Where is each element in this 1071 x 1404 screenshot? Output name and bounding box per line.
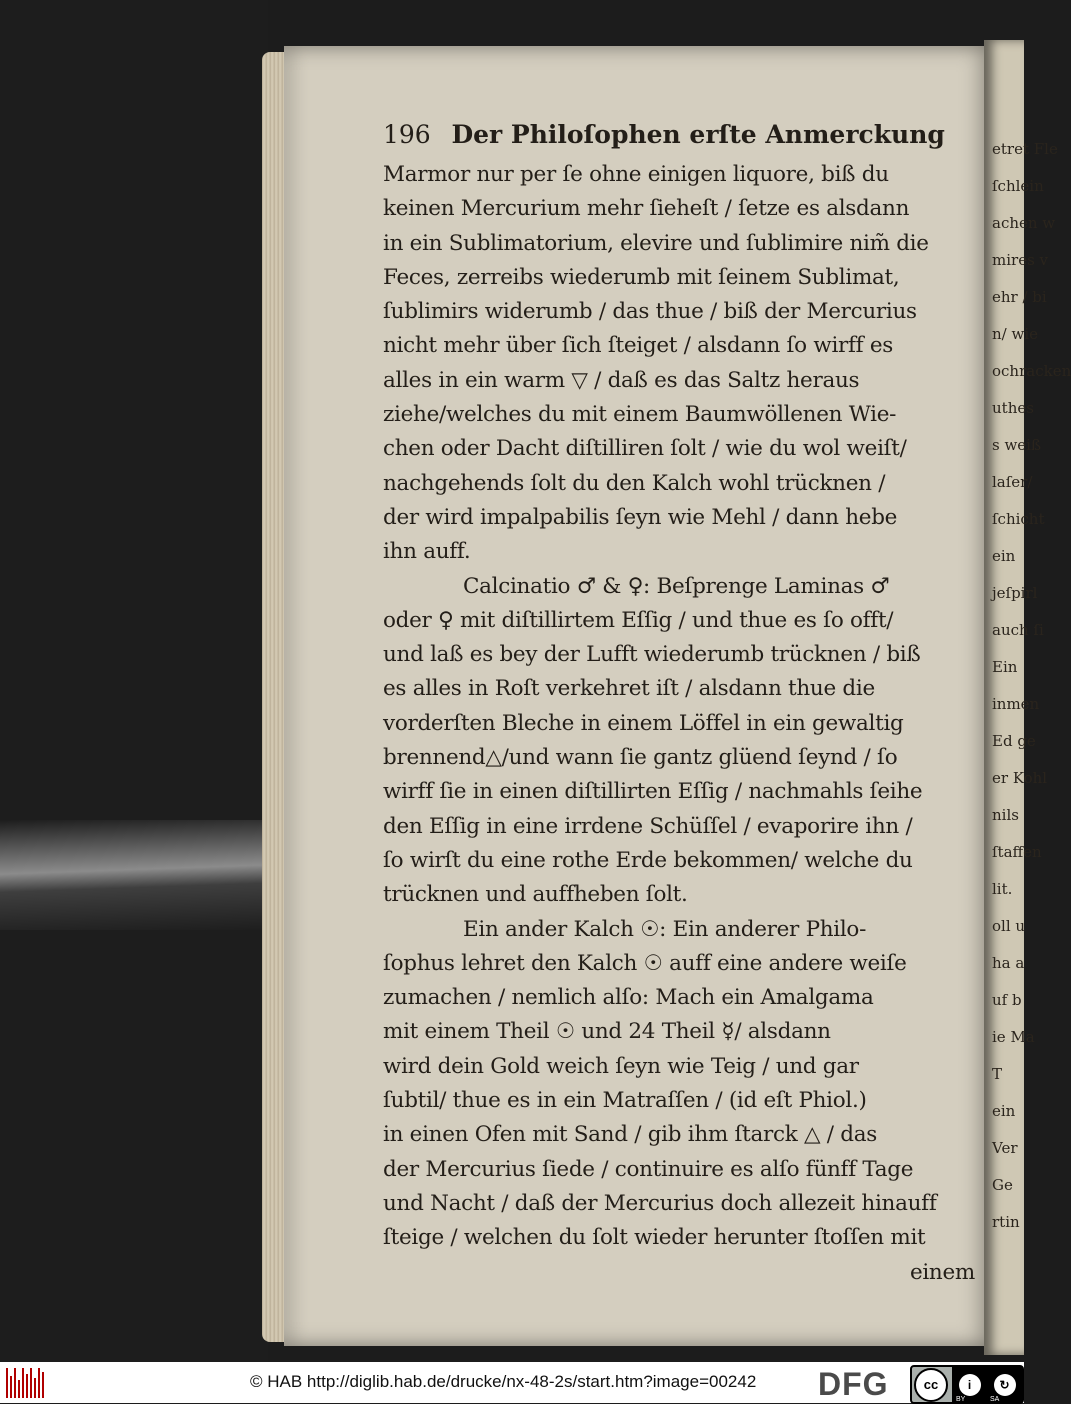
- facing-page-fragment: ſchicht: [992, 510, 1045, 528]
- text-line: chen oder Dacht diſtilliren ſolt / wie du wol weiſt/: [383, 436, 907, 462]
- text-line: ſo wirſt du eine rothe Erde bekommen/ welche du: [383, 847, 913, 873]
- cc-icon: cc: [914, 1368, 948, 1402]
- text-line: ziehe/welches du mit einem Baumwöllenen Wie-: [383, 402, 897, 428]
- share-alike-icon: ↻: [994, 1374, 1016, 1396]
- hab-logo-icon: [6, 1368, 46, 1398]
- text-body: [383, 158, 983, 1256]
- facing-page-fragment: lit.: [992, 880, 1013, 898]
- facing-page-fragment: Ge: [992, 1176, 1013, 1194]
- text-line: Feces, zerreibs wiederumb mit ſeinem Sublimat,: [383, 264, 900, 290]
- text-line: wird dein Gold weich ſeyn wie Teig / und gar: [383, 1053, 859, 1079]
- page-text: [383, 112, 983, 1290]
- text-line: ſublimirs widerumb / das thue / biß der Mercurius: [383, 299, 917, 325]
- glass-reflection: [0, 820, 300, 930]
- facing-page-fragment: Ed ge: [992, 732, 1036, 750]
- facing-page-fragment: s weiß: [992, 436, 1041, 454]
- text-line: und Nacht / daß der Mercurius doch allezeit hinauff: [383, 1190, 937, 1216]
- facing-page-fragment: oll u: [992, 917, 1026, 935]
- catchword: einem: [909, 1259, 975, 1285]
- facing-page-fragment: ein: [992, 1102, 1016, 1120]
- facing-page-fragment: inmen: [992, 695, 1040, 713]
- running-head: [383, 112, 983, 158]
- text-line: keinen Mercurium mehr ſieheſt / ſetze es alsdann: [383, 196, 910, 222]
- text-line: es alles in Roſt verkehret iſt / alsdann thue die: [383, 676, 875, 702]
- text-line: und laß es bey der Lufft wiederumb trücknen / biß: [383, 642, 921, 668]
- dfg-logo: DFG: [818, 1366, 889, 1402]
- text-line: ihn auff.: [383, 539, 471, 565]
- dark-background: [0, 0, 268, 1362]
- facing-page: [984, 40, 1071, 1355]
- text-line: in ein Sublimatorium, elevire und ſublimire nim̃ die: [383, 230, 929, 256]
- text-line: Ein ander Kalch ☉: Ein anderer Philo-: [463, 916, 867, 942]
- text-line: ſubtil/ thue es in ein Matraſſen / (id eſt Phiol.): [383, 1088, 867, 1114]
- facing-page-fragment: T: [992, 1065, 1003, 1083]
- facing-page-fragment: Ein: [992, 658, 1018, 676]
- facing-page-fragment: uf b: [992, 991, 1022, 1009]
- facing-page-fragment: uthes: [992, 399, 1034, 417]
- text-line: in einen Ofen mit Sand / gib ihm ſtarck △ / das: [383, 1122, 877, 1148]
- text-line: Calcinatio ♂ & ♀: Beſprenge Laminas ♂: [463, 573, 890, 599]
- text-line: vorderſten Bleche in einem Löffel in ein gewaltig: [383, 710, 904, 736]
- text-line: Marmor nur per ſe ohne einigen liquore, biß du: [383, 162, 889, 187]
- facing-page-fragment: laſer/: [992, 473, 1033, 491]
- facing-page-fragment: jeſpirl: [992, 584, 1038, 602]
- facing-page-fragment: ein: [992, 547, 1016, 565]
- copyright-link[interactable]: © HAB http://diglib.hab.de/drucke/nx-48-2s/start.htm?image=00242: [250, 1372, 757, 1391]
- text-line: zumachen / nemlich alſo: Mach ein Amalgama: [383, 985, 874, 1011]
- running-head-title: Der Philoſophen erſte Anmerckung: [451, 120, 945, 149]
- cc-license-badge[interactable]: [910, 1365, 1024, 1404]
- by-label: BY: [956, 1396, 966, 1403]
- sa-label: SA: [990, 1396, 1000, 1403]
- facing-page-fragment: Ver: [992, 1139, 1018, 1157]
- facing-page-fragment: ochracken: [992, 362, 1071, 380]
- facing-page-fragment: n/ wie: [992, 325, 1038, 343]
- facing-page-fragment: ie Ma: [992, 1028, 1035, 1046]
- text-line: den Eſſig in eine irrdene Schüſſel / evaporire ihn /: [383, 813, 913, 839]
- viewer-footer: [0, 1362, 1024, 1403]
- facing-page-fragment: etret Fle: [992, 140, 1058, 158]
- text-line: wirff ſie in einen diſtillirten Eſſig / nachmahls ſeihe: [383, 779, 923, 805]
- text-line: ſophus lehret den Kalch ☉ auff eine andere weiſe: [383, 950, 907, 976]
- text-line: mit einem Theil ☉ und 24 Theil ☿/ alsdann: [383, 1019, 831, 1045]
- text-line: trücknen und auffheben ſolt.: [383, 882, 688, 908]
- text-line: der Mercurius ſiede / continuire es alſo fünff Tage: [383, 1156, 914, 1182]
- facing-page-fragment: ehr / bi: [992, 288, 1047, 306]
- facing-page-fragment: ſchlein: [992, 177, 1044, 195]
- page-number: 196: [383, 120, 431, 149]
- facing-page-fragment: ſtaffen: [992, 843, 1042, 861]
- text-line: der wird impalpabilis ſeyn wie Mehl / dann hebe: [383, 504, 898, 530]
- attribution-icon: i: [959, 1374, 981, 1396]
- text-line: alles in ein warm ▽ / daß es das Saltz heraus: [383, 367, 860, 393]
- text-line: nicht mehr über ſich ſteiget / alsdann ſo wirff es: [383, 333, 894, 359]
- text-line: oder ♀ mit diſtillirtem Eſſig / und thue es ſo offt/: [383, 607, 894, 633]
- facing-page-fragment: ha a: [992, 954, 1025, 972]
- facing-page-fragment: auch ſi: [992, 621, 1044, 639]
- text-line: brennend△/und wann ſie gantz glüend ſeynd / ſo: [383, 745, 898, 771]
- facing-page-fragment: nils: [992, 806, 1019, 824]
- facing-page-fragment: rtin: [992, 1213, 1020, 1231]
- text-line: ſteige / welchen du ſolt wieder herunter ſtoſſen mit: [383, 1225, 926, 1251]
- facing-page-fragment: er Kohl: [992, 769, 1048, 787]
- facing-page-fragment: achen w: [992, 214, 1056, 232]
- text-line: nachgehends ſolt du den Kalch wohl trücknen /: [383, 470, 886, 496]
- facing-page-fragment: mires v: [992, 251, 1049, 269]
